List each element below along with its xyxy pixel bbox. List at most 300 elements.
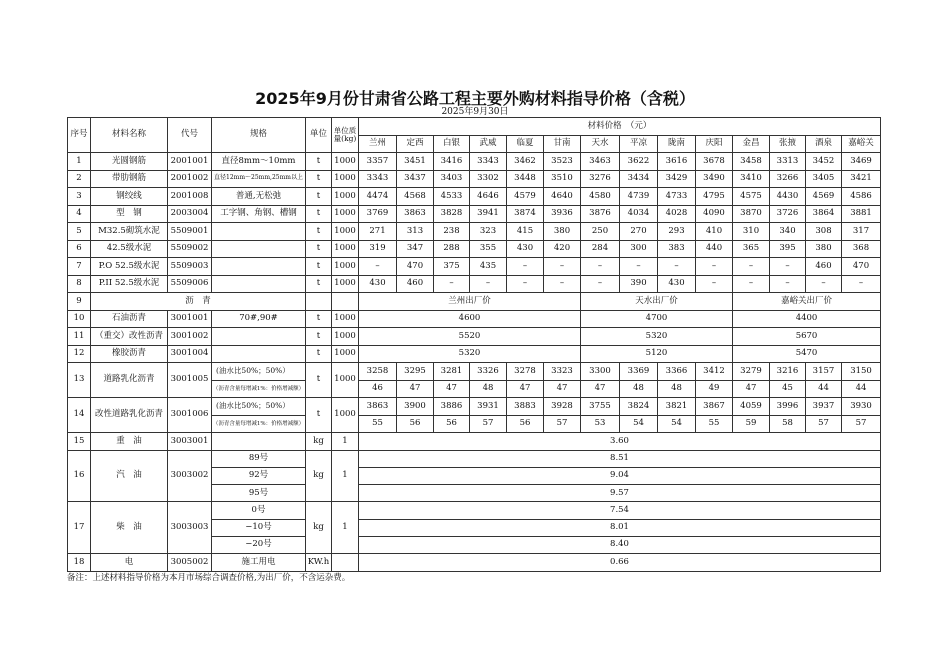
cell-price: 395 bbox=[770, 240, 806, 258]
cell-price: 3366 bbox=[658, 363, 696, 381]
cell-price: 470 bbox=[397, 258, 434, 276]
cell-price: 410 bbox=[696, 223, 733, 241]
cell-price: 347 bbox=[397, 240, 434, 258]
cell-spec bbox=[212, 345, 306, 363]
cell-mass: 1000 bbox=[332, 363, 359, 398]
cell-price: 435 bbox=[470, 258, 507, 276]
cell-unit bbox=[306, 293, 332, 311]
cell-delta: 59 bbox=[733, 415, 770, 433]
cell-mass: 1 bbox=[332, 502, 359, 554]
cell-price: – bbox=[733, 275, 770, 293]
cell-delta: 47 bbox=[507, 380, 544, 398]
cell-price: 3343 bbox=[359, 170, 397, 188]
cell-price: 420 bbox=[544, 240, 581, 258]
cell-code: 2001002 bbox=[168, 170, 212, 188]
group-tianshui: 天水出厂价 bbox=[581, 293, 733, 311]
cell-price: 3867 bbox=[696, 398, 733, 416]
cell-price: 288 bbox=[434, 240, 470, 258]
cell-price: 3302 bbox=[470, 170, 507, 188]
cell-price: 250 bbox=[581, 223, 620, 241]
cell-price: 4430 bbox=[770, 188, 806, 206]
cell-price: 3300 bbox=[581, 363, 620, 381]
cell-price: 3458 bbox=[733, 153, 770, 171]
cell-price: 4028 bbox=[658, 205, 696, 223]
cell-code: 3001006 bbox=[168, 398, 212, 433]
table-row bbox=[68, 398, 881, 416]
cell-price: 3429 bbox=[658, 170, 696, 188]
cell-delta: 47 bbox=[397, 380, 434, 398]
cell-spec: 70#,90# bbox=[212, 310, 306, 328]
cell-spec bbox=[212, 240, 306, 258]
cell-unit: t bbox=[306, 345, 332, 363]
cell-delta: 47 bbox=[434, 380, 470, 398]
cell-price: 4795 bbox=[696, 188, 733, 206]
cell-name: 42.5级水泥 bbox=[91, 240, 168, 258]
cell-price: – bbox=[620, 258, 658, 276]
cell-spec: −20号 bbox=[212, 536, 306, 553]
cell-price: 4640 bbox=[544, 188, 581, 206]
cell-unit: t bbox=[306, 223, 332, 241]
cell-mass: 1000 bbox=[332, 275, 359, 293]
cell-seq: 18 bbox=[68, 554, 91, 572]
header-city: 嘉峪关 bbox=[842, 136, 881, 153]
cell-price: 3622 bbox=[620, 153, 658, 171]
cell-name: 橡胶沥青 bbox=[91, 345, 168, 363]
cell-price: 3936 bbox=[544, 205, 581, 223]
cell-price-lanzhou: 5520 bbox=[359, 328, 581, 346]
cell-code: 5509006 bbox=[168, 275, 212, 293]
cell-price: 415 bbox=[507, 223, 544, 241]
cell-price: 3941 bbox=[470, 205, 507, 223]
cell-price: 3276 bbox=[581, 170, 620, 188]
footnote: 备注：上述材料指导价格为本月市场综合调查价格,为出厂价，不含运杂费。 bbox=[67, 573, 351, 583]
cell-price: – bbox=[770, 258, 806, 276]
cell-price: 3416 bbox=[434, 153, 470, 171]
cell-price: 8.51 bbox=[359, 450, 881, 467]
cell-name: 沥 青 bbox=[91, 293, 306, 311]
cell-delta: 47 bbox=[733, 380, 770, 398]
header-city: 甘南 bbox=[544, 136, 581, 153]
cell-price: 3448 bbox=[507, 170, 544, 188]
cell-price: 4739 bbox=[620, 188, 658, 206]
cell-seq: 17 bbox=[68, 502, 91, 554]
cell-price: 3931 bbox=[470, 398, 507, 416]
cell-price: 3886 bbox=[434, 398, 470, 416]
cell-seq: 3 bbox=[68, 188, 91, 206]
cell-price: 365 bbox=[733, 240, 770, 258]
cell-price: 9.04 bbox=[359, 467, 881, 484]
cell-delta: 54 bbox=[620, 415, 658, 433]
cell-price: 3258 bbox=[359, 363, 397, 381]
cell-price: 238 bbox=[434, 223, 470, 241]
table-row bbox=[68, 554, 881, 572]
cell-price: 323 bbox=[470, 223, 507, 241]
price-table bbox=[67, 117, 881, 572]
cell-price: 3490 bbox=[696, 170, 733, 188]
report-date: 2025年9月30日 bbox=[441, 107, 509, 117]
cell-code: 5509001 bbox=[168, 223, 212, 241]
cell-unit: t bbox=[306, 188, 332, 206]
cell-code: 3001001 bbox=[168, 310, 212, 328]
cell-price: 460 bbox=[806, 258, 842, 276]
table-row bbox=[68, 258, 881, 276]
cell-delta: 57 bbox=[842, 415, 881, 433]
cell-seq: 1 bbox=[68, 153, 91, 171]
cell-unit: KW.h bbox=[306, 554, 332, 572]
cell-unit: kg bbox=[306, 433, 332, 451]
cell-price-jiayuguan: 4400 bbox=[733, 310, 881, 328]
cell-unit: t bbox=[306, 328, 332, 346]
cell-name: 改性道路乳化沥青 bbox=[91, 398, 168, 433]
cell-code: 2001008 bbox=[168, 188, 212, 206]
cell-price: – bbox=[658, 258, 696, 276]
cell-name: 柴 油 bbox=[91, 502, 168, 554]
cell-price: 3369 bbox=[620, 363, 658, 381]
cell-mass: 1000 bbox=[332, 310, 359, 328]
cell-unit: kg bbox=[306, 502, 332, 554]
cell-price: – bbox=[544, 258, 581, 276]
cell-price: 375 bbox=[434, 258, 470, 276]
cell-delta: 56 bbox=[434, 415, 470, 433]
header-seq: 序号 bbox=[68, 118, 91, 153]
cell-name: P.O 52.5级水泥 bbox=[91, 258, 168, 276]
cell-price: 3266 bbox=[770, 170, 806, 188]
table-row bbox=[68, 310, 881, 328]
cell-delta: 58 bbox=[770, 415, 806, 433]
cell-price: 380 bbox=[806, 240, 842, 258]
cell-delta: 48 bbox=[658, 380, 696, 398]
cell-unit: t bbox=[306, 205, 332, 223]
cell-price: 3928 bbox=[544, 398, 581, 416]
page-title: 2025年9月份甘肃省公路工程主要外购材料指导价格（含税） bbox=[255, 89, 695, 108]
cell-delta: 55 bbox=[359, 415, 397, 433]
cell-code: 3001002 bbox=[168, 328, 212, 346]
cell-spec: (油水比50%；50%） bbox=[212, 398, 306, 416]
cell-seq: 11 bbox=[68, 328, 91, 346]
cell-delta: 46 bbox=[359, 380, 397, 398]
cell-seq: 16 bbox=[68, 450, 91, 502]
cell-delta: 48 bbox=[620, 380, 658, 398]
header-spec: 规格 bbox=[212, 118, 306, 153]
cell-unit: t bbox=[306, 398, 332, 433]
cell-price: 4569 bbox=[806, 188, 842, 206]
header-city: 武威 bbox=[470, 136, 507, 153]
cell-price: 3216 bbox=[770, 363, 806, 381]
cell-price: 3864 bbox=[806, 205, 842, 223]
cell-price: 4733 bbox=[658, 188, 696, 206]
cell-price: 310 bbox=[733, 223, 770, 241]
table-row bbox=[68, 205, 881, 223]
cell-price: 4474 bbox=[359, 188, 397, 206]
cell-mass: 1000 bbox=[332, 345, 359, 363]
cell-code: 5509003 bbox=[168, 258, 212, 276]
cell-price: 308 bbox=[806, 223, 842, 241]
cell-unit: t bbox=[306, 258, 332, 276]
cell-price: 3434 bbox=[620, 170, 658, 188]
cell-price: 3.60 bbox=[359, 433, 881, 451]
table-row bbox=[68, 153, 881, 171]
cell-mass bbox=[332, 293, 359, 311]
header-name: 材料名称 bbox=[91, 118, 168, 153]
cell-price: 271 bbox=[359, 223, 397, 241]
cell-price: – bbox=[544, 275, 581, 293]
cell-price: 3937 bbox=[806, 398, 842, 416]
cell-spec bbox=[212, 258, 306, 276]
table-row bbox=[68, 363, 881, 381]
cell-price: 3881 bbox=[842, 205, 881, 223]
cell-price: 3150 bbox=[842, 363, 881, 381]
cell-price: 3323 bbox=[544, 363, 581, 381]
cell-spec: 施工用电 bbox=[212, 554, 306, 572]
cell-price: 3469 bbox=[842, 153, 881, 171]
cell-price: 3870 bbox=[733, 205, 770, 223]
group-lanzhou: 兰州出厂价 bbox=[359, 293, 581, 311]
header-city: 陇南 bbox=[658, 136, 696, 153]
cell-delta: 57 bbox=[544, 415, 581, 433]
cell-spec: 92号 bbox=[212, 467, 306, 484]
cell-mass: 1 bbox=[332, 433, 359, 451]
cell-price: 3403 bbox=[434, 170, 470, 188]
cell-seq: 2 bbox=[68, 170, 91, 188]
header-city: 庆阳 bbox=[696, 136, 733, 153]
cell-price: 380 bbox=[544, 223, 581, 241]
cell-price: 3510 bbox=[544, 170, 581, 188]
table-row bbox=[68, 240, 881, 258]
cell-price: 470 bbox=[842, 258, 881, 276]
cell-price: 313 bbox=[397, 223, 434, 241]
table-row bbox=[68, 450, 881, 467]
header-city: 天水 bbox=[581, 136, 620, 153]
cell-price: – bbox=[434, 275, 470, 293]
cell-unit: t bbox=[306, 240, 332, 258]
cell-price: 3863 bbox=[397, 205, 434, 223]
cell-price: 4580 bbox=[581, 188, 620, 206]
cell-code: 3005002 bbox=[168, 554, 212, 572]
cell-spec bbox=[212, 433, 306, 451]
cell-spec: 普通,无松弛 bbox=[212, 188, 306, 206]
cell-price: 4646 bbox=[470, 188, 507, 206]
cell-price: 3726 bbox=[770, 205, 806, 223]
cell-mass: 1000 bbox=[332, 188, 359, 206]
cell-delta: 49 bbox=[696, 380, 733, 398]
cell-delta: 48 bbox=[470, 380, 507, 398]
cell-price: 3755 bbox=[581, 398, 620, 416]
cell-delta: 53 bbox=[581, 415, 620, 433]
cell-price: 4059 bbox=[733, 398, 770, 416]
cell-code: 5509002 bbox=[168, 240, 212, 258]
cell-spec-note: （沥青含量每增减1%：价格增减额） bbox=[212, 380, 306, 398]
cell-price: 3523 bbox=[544, 153, 581, 171]
cell-price: 9.57 bbox=[359, 485, 881, 502]
cell-seq: 5 bbox=[68, 223, 91, 241]
cell-price: 3278 bbox=[507, 363, 544, 381]
cell-mass: 1000 bbox=[332, 223, 359, 241]
cell-code: 2001001 bbox=[168, 153, 212, 171]
cell-mass: 1000 bbox=[332, 258, 359, 276]
header-row-1 bbox=[68, 118, 881, 136]
cell-price: 355 bbox=[470, 240, 507, 258]
cell-mass: 1 bbox=[332, 450, 359, 502]
cell-name: （重交）改性沥青 bbox=[91, 328, 168, 346]
cell-mass: 1000 bbox=[332, 328, 359, 346]
cell-price: – bbox=[470, 275, 507, 293]
cell-price-jiayuguan: 5670 bbox=[733, 328, 881, 346]
cell-price: 4568 bbox=[397, 188, 434, 206]
cell-delta: 47 bbox=[544, 380, 581, 398]
cell-spec: (油水比50%；50%） bbox=[212, 363, 306, 381]
cell-price: 3828 bbox=[434, 205, 470, 223]
cell-price: – bbox=[507, 275, 544, 293]
cell-price-jiayuguan: 5470 bbox=[733, 345, 881, 363]
cell-price: 3313 bbox=[770, 153, 806, 171]
cell-spec: −10号 bbox=[212, 519, 306, 536]
cell-price: 4575 bbox=[733, 188, 770, 206]
cell-code: 3001004 bbox=[168, 345, 212, 363]
cell-price: 3412 bbox=[696, 363, 733, 381]
cell-price: 3451 bbox=[397, 153, 434, 171]
cell-price: 4533 bbox=[434, 188, 470, 206]
cell-price: 3279 bbox=[733, 363, 770, 381]
header-city: 临夏 bbox=[507, 136, 544, 153]
cell-price: 8.40 bbox=[359, 536, 881, 553]
cell-mass: 1000 bbox=[332, 170, 359, 188]
cell-price: – bbox=[696, 275, 733, 293]
cell-price: 3462 bbox=[507, 153, 544, 171]
header-city: 平凉 bbox=[620, 136, 658, 153]
cell-price: 3452 bbox=[806, 153, 842, 171]
cell-name: 钢绞线 bbox=[91, 188, 168, 206]
header-city: 兰州 bbox=[359, 136, 397, 153]
cell-price: 3326 bbox=[470, 363, 507, 381]
cell-code: 3003002 bbox=[168, 450, 212, 502]
cell-price: 4034 bbox=[620, 205, 658, 223]
cell-seq: 15 bbox=[68, 433, 91, 451]
table-row bbox=[68, 345, 881, 363]
table-row bbox=[68, 188, 881, 206]
header-code: 代号 bbox=[168, 118, 212, 153]
table-row bbox=[68, 502, 881, 519]
cell-price: 3824 bbox=[620, 398, 658, 416]
cell-unit: t bbox=[306, 153, 332, 171]
cell-delta: 47 bbox=[581, 380, 620, 398]
cell-price: 0.66 bbox=[359, 554, 881, 572]
cell-price: 3421 bbox=[842, 170, 881, 188]
cell-spec: 0号 bbox=[212, 502, 306, 519]
cell-seq: 4 bbox=[68, 205, 91, 223]
cell-price: 3863 bbox=[359, 398, 397, 416]
cell-price: 3900 bbox=[397, 398, 434, 416]
cell-price: – bbox=[842, 275, 881, 293]
cell-price: 3876 bbox=[581, 205, 620, 223]
cell-price: 319 bbox=[359, 240, 397, 258]
cell-price: 3157 bbox=[806, 363, 842, 381]
cell-delta: 56 bbox=[397, 415, 434, 433]
table-row bbox=[68, 275, 881, 293]
cell-seq: 9 bbox=[68, 293, 91, 311]
cell-seq: 14 bbox=[68, 398, 91, 433]
cell-unit: kg bbox=[306, 450, 332, 502]
cell-price: 317 bbox=[842, 223, 881, 241]
cell-mass: 1000 bbox=[332, 153, 359, 171]
cell-spec: 95号 bbox=[212, 485, 306, 502]
cell-unit: t bbox=[306, 310, 332, 328]
cell-price: – bbox=[359, 258, 397, 276]
header-city: 白银 bbox=[434, 136, 470, 153]
cell-mass: 1000 bbox=[332, 205, 359, 223]
cell-name: P.II 52.5级水泥 bbox=[91, 275, 168, 293]
cell-name: 汽 油 bbox=[91, 450, 168, 502]
cell-delta: 54 bbox=[658, 415, 696, 433]
cell-price: 3883 bbox=[507, 398, 544, 416]
cell-name: M32.5砌筑水泥 bbox=[91, 223, 168, 241]
table-row bbox=[68, 433, 881, 451]
cell-price: 8.01 bbox=[359, 519, 881, 536]
header-city: 酒泉 bbox=[806, 136, 842, 153]
cell-price: 430 bbox=[359, 275, 397, 293]
header-city: 张掖 bbox=[770, 136, 806, 153]
cell-unit: t bbox=[306, 363, 332, 398]
cell-price: – bbox=[581, 258, 620, 276]
cell-name: 带肋钢筋 bbox=[91, 170, 168, 188]
cell-price-lanzhou: 4600 bbox=[359, 310, 581, 328]
cell-price: – bbox=[770, 275, 806, 293]
cell-price: 7.54 bbox=[359, 502, 881, 519]
cell-price: 3996 bbox=[770, 398, 806, 416]
cell-price: 3357 bbox=[359, 153, 397, 171]
cell-spec: 工字钢、角钢、槽钢 bbox=[212, 205, 306, 223]
cell-price: 4579 bbox=[507, 188, 544, 206]
cell-mass: 1000 bbox=[332, 240, 359, 258]
cell-price: 300 bbox=[620, 240, 658, 258]
header-city: 金昌 bbox=[733, 136, 770, 153]
cell-price: 368 bbox=[842, 240, 881, 258]
table-row bbox=[68, 170, 881, 188]
cell-code: 3003003 bbox=[168, 502, 212, 554]
group-jiayuguan: 嘉峪关出厂价 bbox=[733, 293, 881, 311]
cell-price: 4090 bbox=[696, 205, 733, 223]
cell-spec bbox=[212, 275, 306, 293]
cell-price: 3821 bbox=[658, 398, 696, 416]
cell-name: 石油沥青 bbox=[91, 310, 168, 328]
cell-price: – bbox=[806, 275, 842, 293]
cell-delta: 44 bbox=[806, 380, 842, 398]
cell-price: 3437 bbox=[397, 170, 434, 188]
cell-name: 重 油 bbox=[91, 433, 168, 451]
cell-spec: 直径8mm～10mm bbox=[212, 153, 306, 171]
cell-price: 390 bbox=[620, 275, 658, 293]
cell-mass bbox=[332, 554, 359, 572]
cell-price: – bbox=[581, 275, 620, 293]
cell-price: 3343 bbox=[470, 153, 507, 171]
cell-unit: t bbox=[306, 275, 332, 293]
cell-price: 440 bbox=[696, 240, 733, 258]
cell-delta: 45 bbox=[770, 380, 806, 398]
cell-code: 3003001 bbox=[168, 433, 212, 451]
cell-price-tianshui: 4700 bbox=[581, 310, 733, 328]
cell-unit: t bbox=[306, 170, 332, 188]
cell-seq: 8 bbox=[68, 275, 91, 293]
cell-price: 3930 bbox=[842, 398, 881, 416]
header-unit-mass: 单位质量(kg) bbox=[332, 118, 359, 153]
cell-price: 3463 bbox=[581, 153, 620, 171]
cell-name: 光圆钢筋 bbox=[91, 153, 168, 171]
cell-seq: 7 bbox=[68, 258, 91, 276]
cell-price: 460 bbox=[397, 275, 434, 293]
cell-spec: 直径12mm～25mm,25mm以上 bbox=[212, 170, 306, 188]
header-city: 定西 bbox=[397, 136, 434, 153]
cell-price: 3281 bbox=[434, 363, 470, 381]
cell-price: 3410 bbox=[733, 170, 770, 188]
